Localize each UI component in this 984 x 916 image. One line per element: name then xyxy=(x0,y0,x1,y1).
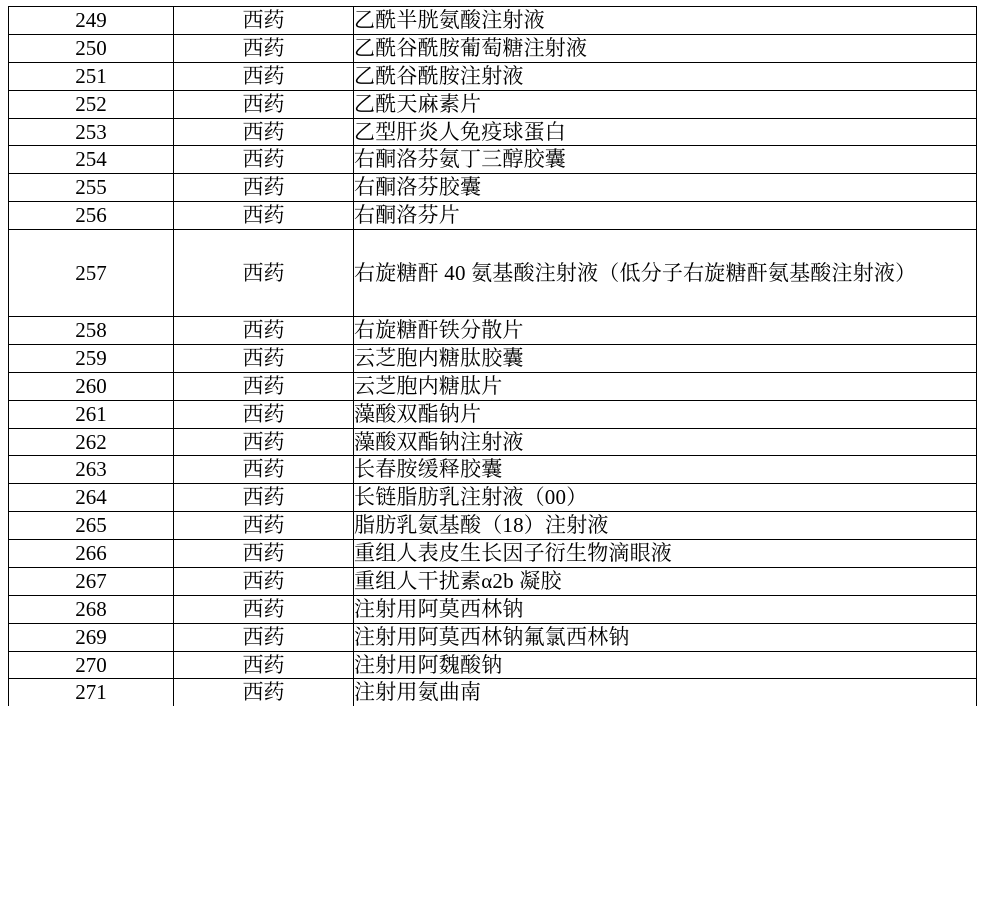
row-drug-name-cell: 乙酰谷酰胺葡萄糖注射液 xyxy=(354,34,977,62)
row-category-cell: 西药 xyxy=(174,146,354,174)
row-number-cell: 249 xyxy=(9,7,174,35)
row-category-cell: 西药 xyxy=(174,118,354,146)
row-drug-name-cell: 藻酸双酯钠注射液 xyxy=(354,428,977,456)
row-number-cell: 262 xyxy=(9,428,174,456)
row-drug-name-cell: 脂肪乳氨基酸（18）注射液 xyxy=(354,512,977,540)
table-row xyxy=(9,595,977,623)
row-number-cell: 258 xyxy=(9,317,174,345)
row-number-cell: 266 xyxy=(9,540,174,568)
row-drug-name-cell: 云芝胞内糖肽胶囊 xyxy=(354,344,977,372)
row-number-cell: 263 xyxy=(9,456,174,484)
table-row xyxy=(9,34,977,62)
row-drug-name-cell: 注射用阿莫西林钠氟氯西林钠 xyxy=(354,623,977,651)
table-row xyxy=(9,623,977,651)
row-drug-name-cell: 乙型肝炎人免疫球蛋白 xyxy=(354,118,977,146)
table-row xyxy=(9,146,977,174)
row-drug-name-cell: 右酮洛芬氨丁三醇胶囊 xyxy=(354,146,977,174)
row-drug-name-cell: 云芝胞内糖肽片 xyxy=(354,372,977,400)
table-row xyxy=(9,456,977,484)
row-number-cell: 261 xyxy=(9,400,174,428)
row-number-cell: 250 xyxy=(9,34,174,62)
row-drug-name-cell: 注射用阿莫西林钠 xyxy=(354,595,977,623)
row-drug-name-cell: 乙酰谷酰胺注射液 xyxy=(354,62,977,90)
row-number-cell: 265 xyxy=(9,512,174,540)
table-row xyxy=(9,230,977,317)
row-category-cell: 西药 xyxy=(174,623,354,651)
table-row xyxy=(9,679,977,706)
table-row xyxy=(9,202,977,230)
row-category-cell: 西药 xyxy=(174,540,354,568)
row-category-cell: 西药 xyxy=(174,567,354,595)
row-number-cell: 271 xyxy=(9,679,174,706)
row-drug-name-cell: 长链脂肪乳注射液（00） xyxy=(354,484,977,512)
row-category-cell: 西药 xyxy=(174,174,354,202)
row-number-cell: 254 xyxy=(9,146,174,174)
row-number-cell: 270 xyxy=(9,651,174,679)
row-category-cell: 西药 xyxy=(174,90,354,118)
row-drug-name-cell: 藻酸双酯钠片 xyxy=(354,400,977,428)
table-row xyxy=(9,62,977,90)
row-number-cell: 255 xyxy=(9,174,174,202)
table-row xyxy=(9,484,977,512)
row-number-cell: 268 xyxy=(9,595,174,623)
row-category-cell: 西药 xyxy=(174,372,354,400)
table-row xyxy=(9,567,977,595)
row-category-cell: 西药 xyxy=(174,512,354,540)
row-drug-name-cell: 右旋糖酐 40 氨基酸注射液（低分子右旋糖酐氨基酸注射液） xyxy=(354,230,977,317)
row-number-cell: 260 xyxy=(9,372,174,400)
row-category-cell: 西药 xyxy=(174,679,354,706)
row-drug-name-cell: 右旋糖酐铁分散片 xyxy=(354,317,977,345)
row-category-cell: 西药 xyxy=(174,34,354,62)
row-number-cell: 267 xyxy=(9,567,174,595)
table-row xyxy=(9,400,977,428)
row-drug-name-cell: 右酮洛芬胶囊 xyxy=(354,174,977,202)
row-number-cell: 259 xyxy=(9,344,174,372)
row-drug-name-cell: 右酮洛芬片 xyxy=(354,202,977,230)
row-category-cell: 西药 xyxy=(174,202,354,230)
row-category-cell: 西药 xyxy=(174,595,354,623)
row-category-cell: 西药 xyxy=(174,317,354,345)
row-category-cell: 西药 xyxy=(174,7,354,35)
row-number-cell: 264 xyxy=(9,484,174,512)
row-number-cell: 252 xyxy=(9,90,174,118)
table-row xyxy=(9,317,977,345)
row-category-cell: 西药 xyxy=(174,400,354,428)
row-drug-name-cell: 重组人表皮生长因子衍生物滴眼液 xyxy=(354,540,977,568)
table-row xyxy=(9,540,977,568)
table-row xyxy=(9,372,977,400)
row-category-cell: 西药 xyxy=(174,344,354,372)
row-category-cell: 西药 xyxy=(174,62,354,90)
table-row xyxy=(9,118,977,146)
row-drug-name-cell: 乙酰天麻素片 xyxy=(354,90,977,118)
row-drug-name-cell: 乙酰半胱氨酸注射液 xyxy=(354,7,977,35)
row-drug-name-cell: 注射用氨曲南 xyxy=(354,679,977,706)
table-row xyxy=(9,344,977,372)
table-row xyxy=(9,174,977,202)
row-number-cell: 253 xyxy=(9,118,174,146)
table-row xyxy=(9,7,977,35)
drug-list-table xyxy=(8,6,977,706)
table-row xyxy=(9,512,977,540)
row-category-cell: 西药 xyxy=(174,456,354,484)
row-category-cell: 西药 xyxy=(174,230,354,317)
row-category-cell: 西药 xyxy=(174,484,354,512)
row-number-cell: 269 xyxy=(9,623,174,651)
table-row xyxy=(9,428,977,456)
table-row xyxy=(9,651,977,679)
row-number-cell: 251 xyxy=(9,62,174,90)
row-drug-name-cell: 注射用阿魏酸钠 xyxy=(354,651,977,679)
row-number-cell: 256 xyxy=(9,202,174,230)
row-number-cell: 257 xyxy=(9,230,174,317)
table-body xyxy=(9,7,977,707)
row-category-cell: 西药 xyxy=(174,651,354,679)
row-drug-name-cell: 长春胺缓释胶囊 xyxy=(354,456,977,484)
row-category-cell: 西药 xyxy=(174,428,354,456)
row-drug-name-cell: 重组人干扰素α2b 凝胶 xyxy=(354,567,977,595)
table-row xyxy=(9,90,977,118)
